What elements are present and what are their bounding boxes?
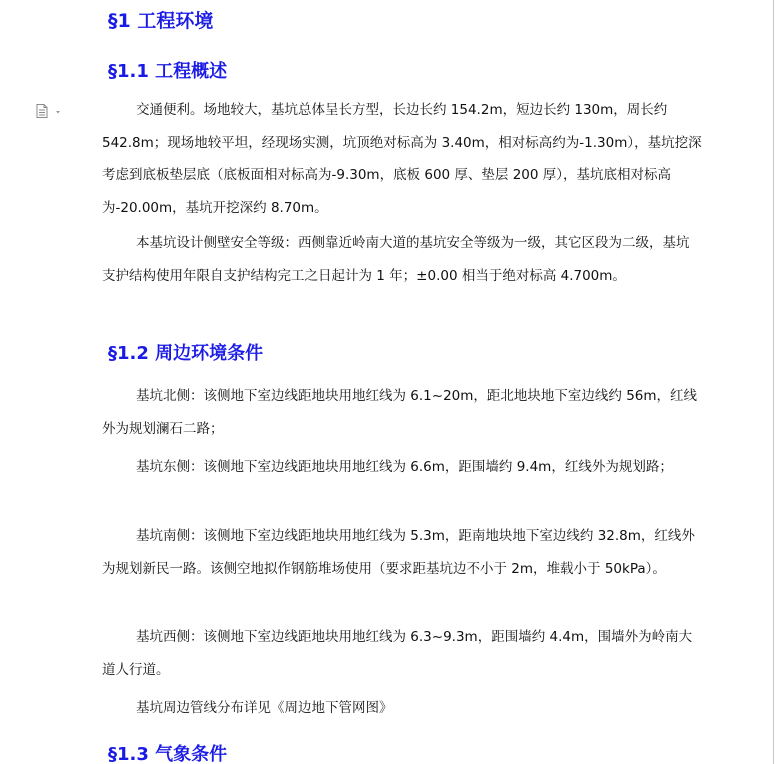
paragraph-south-side: 基坑南侧：该侧地下室边线距地块用地红线为 5.3m，距南地块地下室边线约 32.8m，红线外为规划新民一路。该侧空地拟作钢筋堆场使用（要求距基坑边不小于 2m，堆载小于 50kPa）。: [102, 528, 695, 577]
paragraph-north-side: 基坑北侧：该侧地下室边线距地块用地红线为 6.1~20m，距北地块地下室边线约 56m，红线外为规划澜石二路；: [102, 388, 698, 437]
heading-section-1-2: §1.2 周边环境条件: [108, 343, 264, 364]
paragraph-overview-1: 交通便利。场地较大，基坑总体呈长方型，长边长约 154.2m，短边长约 130m，周长约 542.8m；现场地较平坦，经现场实测，坑顶绝对标高为 3.40m，相对标高约为-1.30m），基坑挖深考虑到底板垫层底（底板面相对标高为-9.30m，底板 600 厚、垫层 200 厚），基坑底相对标高为-20.00m，基坑开挖深约 8.70m。: [102, 102, 702, 216]
heading-section-1-1: §1.1 工程概述: [108, 61, 228, 82]
paragraph-west-side: 基坑西侧：该侧地下室边线距地块用地红线为 6.3~9.3m，距围墙约 4.4m，围墙外为岭南大道人行道。: [102, 629, 693, 678]
document-options-icon[interactable]: [36, 103, 64, 117]
paragraph-overview-2: 本基坑设计侧壁安全等级：西侧靠近岭南大道的基坑安全等级为一级，其它区段为二级，基坑支护结构使用年限自支护结构完工之日起计为 1 年；±0.00 相当于绝对标高 4.700m。: [102, 235, 690, 284]
heading-section-1-3: §1.3 气象条件: [108, 744, 228, 764]
page-right-border: [773, 0, 774, 764]
paragraph-east-side: 基坑东侧：该侧地下室边线距地块用地红线为 6.6m，距围墙约 9.4m，红线外为规划路；: [136, 459, 673, 475]
heading-section-1: §1 工程环境: [108, 10, 214, 32]
paragraph-pipelines: 基坑周边管线分布详见《周边地下管网图》: [136, 700, 393, 716]
